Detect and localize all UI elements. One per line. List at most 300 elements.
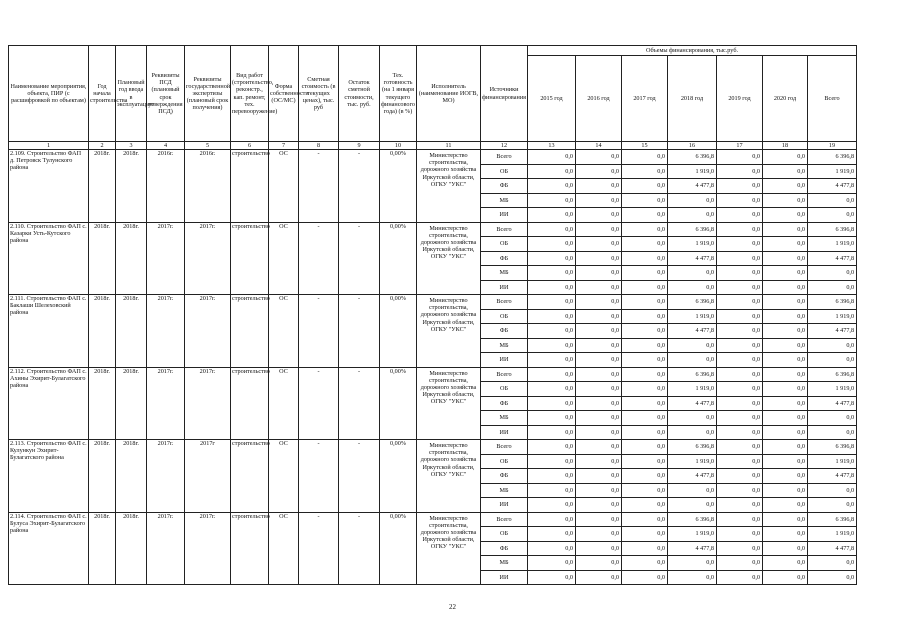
column-number: 8 [299, 142, 339, 150]
total-value-cell: 6 396,8 [808, 222, 857, 237]
header-funding-sources: Источники финансирования [481, 46, 528, 142]
year-value-cell: 0,0 [763, 425, 808, 440]
funding-source-cell: ФБ [481, 251, 528, 266]
year-value-cell: 0,0 [717, 382, 763, 397]
year-value-cell: 0,0 [528, 382, 576, 397]
year-value-cell: 0,0 [576, 425, 622, 440]
total-value-cell: 0,0 [808, 353, 857, 368]
year-value-cell: 0,0 [576, 237, 622, 252]
readiness-cell: 0,00% [380, 222, 417, 295]
funding-source-cell: ИИ [481, 280, 528, 295]
year-value-cell: 0,0 [528, 367, 576, 382]
ownership-cell: ОС [269, 440, 299, 513]
total-value-cell: 0,0 [808, 266, 857, 281]
year-value-cell: 0,0 [763, 512, 808, 527]
year-value-cell: 0,0 [528, 266, 576, 281]
year-value-cell: 0,0 [763, 498, 808, 513]
total-value-cell: 1 919,0 [808, 454, 857, 469]
year-value-cell: 0,0 [717, 353, 763, 368]
year-value-cell: 0,0 [717, 512, 763, 527]
table-row [9, 150, 857, 165]
remaining-cost-cell: - [339, 150, 380, 223]
funding-source-cell: ФБ [481, 469, 528, 484]
year-value-cell: 0,0 [622, 367, 668, 382]
start-year-cell: 2018г. [89, 150, 116, 223]
funding-source-cell: МБ [481, 338, 528, 353]
year-value-cell: 0,0 [622, 541, 668, 556]
year-value-cell: 0,0 [576, 498, 622, 513]
readiness-cell: 0,00% [380, 440, 417, 513]
total-value-cell: 6 396,8 [808, 367, 857, 382]
year-value-cell: 0,0 [717, 179, 763, 194]
total-value-cell: 0,0 [808, 338, 857, 353]
column-number: 14 [576, 142, 622, 150]
year-value-cell: 0,0 [528, 570, 576, 585]
funding-source-cell: ОБ [481, 382, 528, 397]
total-value-cell: 0,0 [808, 411, 857, 426]
year-value-cell: 0,0 [576, 266, 622, 281]
year-value-cell: 0,0 [622, 454, 668, 469]
year-value-cell: 0,0 [622, 527, 668, 542]
header-psd-requisites: Реквизиты ПСД (плановый срок утверждения ПСД) [147, 46, 185, 142]
work-type-cell: строительство [231, 150, 269, 223]
column-number: 19 [808, 142, 857, 150]
year-value-cell: 0,0 [763, 570, 808, 585]
funding-source-cell: МБ [481, 266, 528, 281]
year-value-cell: 0,0 [717, 266, 763, 281]
total-value-cell: 1 919,0 [808, 382, 857, 397]
year-value-cell: 0,0 [668, 570, 717, 585]
object-name-cell: 2.110. Строительство ФАП с. Казарки Усть-Кутского района [9, 222, 89, 295]
year-value-cell: 0,0 [622, 469, 668, 484]
year-value-cell: 0,0 [717, 396, 763, 411]
year-value-cell: 0,0 [622, 179, 668, 194]
year-value-cell: 0,0 [576, 150, 622, 165]
year-value-cell: 0,0 [763, 164, 808, 179]
year-value-cell: 0,0 [668, 556, 717, 571]
table-row [9, 512, 857, 527]
estimated-cost-cell: - [299, 367, 339, 440]
year-value-cell: 0,0 [668, 338, 717, 353]
funding-source-cell: Всего [481, 295, 528, 310]
year-value-cell: 0,0 [576, 193, 622, 208]
year-value-cell: 0,0 [622, 280, 668, 295]
funding-source-cell: Всего [481, 512, 528, 527]
funding-source-cell: Всего [481, 222, 528, 237]
year-value-cell: 0,0 [622, 570, 668, 585]
year-value-cell: 0,0 [622, 324, 668, 339]
year-value-cell: 0,0 [763, 309, 808, 324]
column-number: 18 [763, 142, 808, 150]
year-value-cell: 0,0 [763, 222, 808, 237]
year-value-cell: 0,0 [528, 512, 576, 527]
year-value-cell: 0,0 [622, 483, 668, 498]
funding-source-cell: ОБ [481, 164, 528, 179]
psd-cell: 2016г. [147, 150, 185, 223]
year-value-cell: 0,0 [528, 469, 576, 484]
funding-source-cell: ИИ [481, 425, 528, 440]
year-value-cell: 0,0 [717, 222, 763, 237]
funding-source-cell: Всего [481, 150, 528, 165]
header-total: Всего [808, 56, 857, 142]
year-value-cell: 4 477,8 [668, 396, 717, 411]
column-number: 16 [668, 142, 717, 150]
ownership-cell: ОС [269, 222, 299, 295]
year-value-cell: 0,0 [717, 469, 763, 484]
column-number-row [9, 142, 857, 150]
planned-year-cell: 2018г. [116, 440, 147, 513]
year-value-cell: 0,0 [668, 353, 717, 368]
total-value-cell: 0,0 [808, 425, 857, 440]
object-name-cell: 2.109. Строительство ФАП д. Петровск Тулунского района [9, 150, 89, 223]
year-value-cell: 0,0 [622, 150, 668, 165]
year-value-cell: 0,0 [717, 251, 763, 266]
funding-source-cell: ОБ [481, 237, 528, 252]
header-remaining-cost: Остаток сметной стоимости, тыс. руб. [339, 46, 380, 142]
table-body [9, 142, 857, 585]
psd-cell: 2017г. [147, 222, 185, 295]
header-year-2019: 2019 год [717, 56, 763, 142]
year-value-cell: 0,0 [717, 527, 763, 542]
total-value-cell: 1 919,0 [808, 527, 857, 542]
year-value-cell: 0,0 [622, 512, 668, 527]
year-value-cell: 0,0 [528, 353, 576, 368]
total-value-cell: 4 477,8 [808, 179, 857, 194]
year-value-cell: 1 919,0 [668, 527, 717, 542]
year-value-cell: 0,0 [528, 309, 576, 324]
header-year-2018: 2018 год [668, 56, 717, 142]
year-value-cell: 0,0 [528, 440, 576, 455]
year-value-cell: 0,0 [763, 454, 808, 469]
year-value-cell: 0,0 [576, 179, 622, 194]
year-value-cell: 0,0 [528, 483, 576, 498]
column-number: 4 [147, 142, 185, 150]
start-year-cell: 2018г. [89, 222, 116, 295]
planned-year-cell: 2018г. [116, 150, 147, 223]
year-value-cell: 0,0 [763, 295, 808, 310]
funding-source-cell: МБ [481, 411, 528, 426]
year-value-cell: 0,0 [528, 237, 576, 252]
year-value-cell: 0,0 [576, 353, 622, 368]
year-value-cell: 0,0 [528, 179, 576, 194]
year-value-cell: 0,0 [622, 164, 668, 179]
year-value-cell: 0,0 [622, 237, 668, 252]
funding-source-cell: ИИ [481, 208, 528, 223]
column-number: 3 [116, 142, 147, 150]
work-type-cell: строительство [231, 512, 269, 585]
total-value-cell: 1 919,0 [808, 309, 857, 324]
total-value-cell: 4 477,8 [808, 324, 857, 339]
year-value-cell: 6 396,8 [668, 150, 717, 165]
year-value-cell: 0,0 [576, 396, 622, 411]
year-value-cell: 0,0 [622, 396, 668, 411]
year-value-cell: 0,0 [763, 237, 808, 252]
total-value-cell: 0,0 [808, 570, 857, 585]
header-name: Наименование мероприятия, объекта, ПИР (с расшифровкой по объектам) [9, 46, 89, 142]
column-number: 9 [339, 142, 380, 150]
year-value-cell: 0,0 [576, 469, 622, 484]
year-value-cell: 6 396,8 [668, 440, 717, 455]
start-year-cell: 2018г. [89, 512, 116, 585]
year-value-cell: 0,0 [576, 222, 622, 237]
year-value-cell: 0,0 [717, 440, 763, 455]
expertise-cell: 2017г. [185, 222, 231, 295]
year-value-cell: 0,0 [622, 309, 668, 324]
year-value-cell: 4 477,8 [668, 324, 717, 339]
year-value-cell: 0,0 [668, 208, 717, 223]
header-executor: Исполнитель (наименование ИОГВ, МО) [417, 46, 481, 142]
start-year-cell: 2018г. [89, 440, 116, 513]
year-value-cell: 0,0 [763, 208, 808, 223]
expertise-cell: 2017г. [185, 295, 231, 368]
year-value-cell: 0,0 [763, 266, 808, 281]
year-value-cell: 0,0 [622, 295, 668, 310]
year-value-cell: 0,0 [528, 498, 576, 513]
year-value-cell: 4 477,8 [668, 251, 717, 266]
remaining-cost-cell: - [339, 512, 380, 585]
remaining-cost-cell: - [339, 367, 380, 440]
year-value-cell: 0,0 [576, 280, 622, 295]
year-value-cell: 0,0 [576, 295, 622, 310]
readiness-cell: 0,00% [380, 367, 417, 440]
year-value-cell: 0,0 [576, 208, 622, 223]
year-value-cell: 0,0 [576, 556, 622, 571]
year-value-cell: 0,0 [528, 251, 576, 266]
column-number: 6 [231, 142, 269, 150]
header-volumes-title: Объемы финансирования, тыс.руб. [528, 46, 857, 56]
year-value-cell: 0,0 [763, 411, 808, 426]
column-number: 11 [417, 142, 481, 150]
object-name-cell: 2.114. Строительство ФАП с. Булуса Эхирит-Булагатского района [9, 512, 89, 585]
year-value-cell: 0,0 [528, 280, 576, 295]
total-value-cell: 4 477,8 [808, 469, 857, 484]
year-value-cell: 0,0 [622, 193, 668, 208]
year-value-cell: 0,0 [576, 251, 622, 266]
executor-cell: Министерство строительства, дорожного хозяйства Иркутской области, ОГКУ "УКС" [417, 150, 481, 223]
header-readiness: Тех. готовность (на 1 января текущего финансового года) (в %) [380, 46, 417, 142]
table-row [9, 440, 857, 455]
planned-year-cell: 2018г. [116, 367, 147, 440]
year-value-cell: 0,0 [763, 382, 808, 397]
year-value-cell: 0,0 [576, 164, 622, 179]
year-value-cell: 1 919,0 [668, 454, 717, 469]
header-year-2016: 2016 год [576, 56, 622, 142]
ownership-cell: ОС [269, 367, 299, 440]
year-value-cell: 0,0 [622, 425, 668, 440]
column-number: 12 [481, 142, 528, 150]
total-value-cell: 0,0 [808, 280, 857, 295]
year-value-cell: 0,0 [668, 425, 717, 440]
year-value-cell: 0,0 [763, 193, 808, 208]
year-value-cell: 0,0 [717, 541, 763, 556]
year-value-cell: 0,0 [668, 483, 717, 498]
year-value-cell: 0,0 [576, 483, 622, 498]
funding-source-cell: ОБ [481, 527, 528, 542]
planned-year-cell: 2018г. [116, 295, 147, 368]
year-value-cell: 0,0 [622, 498, 668, 513]
funding-source-cell: МБ [481, 193, 528, 208]
total-value-cell: 0,0 [808, 208, 857, 223]
planned-year-cell: 2018г. [116, 512, 147, 585]
year-value-cell: 6 396,8 [668, 222, 717, 237]
work-type-cell: строительство [231, 295, 269, 368]
year-value-cell: 0,0 [717, 164, 763, 179]
start-year-cell: 2018г. [89, 367, 116, 440]
year-value-cell: 0,0 [576, 338, 622, 353]
estimated-cost-cell: - [299, 222, 339, 295]
executor-cell: Министерство строительства, дорожного хозяйства Иркутской области, ОГКУ "УКС" [417, 295, 481, 368]
year-value-cell: 0,0 [576, 454, 622, 469]
column-number: 17 [717, 142, 763, 150]
year-value-cell: 0,0 [717, 367, 763, 382]
year-value-cell: 0,0 [576, 411, 622, 426]
year-value-cell: 0,0 [763, 353, 808, 368]
year-value-cell: 0,0 [668, 411, 717, 426]
year-value-cell: 0,0 [763, 324, 808, 339]
total-value-cell: 0,0 [808, 483, 857, 498]
psd-cell: 2017г. [147, 367, 185, 440]
ownership-cell: ОС [269, 150, 299, 223]
year-value-cell: 0,0 [622, 440, 668, 455]
year-value-cell: 0,0 [528, 556, 576, 571]
year-value-cell: 0,0 [576, 324, 622, 339]
year-value-cell: 6 396,8 [668, 367, 717, 382]
year-value-cell: 0,0 [717, 208, 763, 223]
funding-source-cell: ОБ [481, 454, 528, 469]
estimated-cost-cell: - [299, 295, 339, 368]
header-ownership: Форма собственности (ОС/МС) [269, 46, 299, 142]
year-value-cell: 0,0 [528, 338, 576, 353]
year-value-cell: 0,0 [528, 324, 576, 339]
header-start-year: Год начала строительства [89, 46, 116, 142]
year-value-cell: 1 919,0 [668, 164, 717, 179]
year-value-cell: 0,0 [717, 454, 763, 469]
total-value-cell: 4 477,8 [808, 541, 857, 556]
year-value-cell: 1 919,0 [668, 382, 717, 397]
year-value-cell: 0,0 [622, 382, 668, 397]
total-value-cell: 1 919,0 [808, 237, 857, 252]
page-number: 22 [449, 603, 456, 611]
funding-source-cell: МБ [481, 556, 528, 571]
funding-source-cell: ФБ [481, 179, 528, 194]
year-value-cell: 0,0 [528, 527, 576, 542]
year-value-cell: 0,0 [576, 309, 622, 324]
remaining-cost-cell: - [339, 222, 380, 295]
year-value-cell: 0,0 [763, 483, 808, 498]
year-value-cell: 0,0 [763, 280, 808, 295]
executor-cell: Министерство строительства, дорожного хозяйства Иркутской области, ОГКУ "УКС" [417, 222, 481, 295]
executor-cell: Министерство строительства, дорожного хозяйства Иркутской области, ОГКУ "УКС" [417, 440, 481, 513]
year-value-cell: 0,0 [717, 498, 763, 513]
year-value-cell: 0,0 [717, 425, 763, 440]
total-value-cell: 4 477,8 [808, 251, 857, 266]
funding-source-cell: Всего [481, 367, 528, 382]
total-value-cell: 6 396,8 [808, 512, 857, 527]
year-value-cell: 0,0 [717, 324, 763, 339]
total-value-cell: 0,0 [808, 193, 857, 208]
funding-source-cell: ОБ [481, 309, 528, 324]
year-value-cell: 0,0 [622, 411, 668, 426]
table-row [9, 295, 857, 310]
total-value-cell: 6 396,8 [808, 295, 857, 310]
year-value-cell: 0,0 [717, 150, 763, 165]
year-value-cell: 0,0 [576, 440, 622, 455]
ownership-cell: ОС [269, 295, 299, 368]
readiness-cell: 0,00% [380, 295, 417, 368]
header-year-2020: 2020 год [763, 56, 808, 142]
year-value-cell: 0,0 [528, 150, 576, 165]
financing-table [8, 45, 857, 585]
year-value-cell: 1 919,0 [668, 237, 717, 252]
expertise-cell: 2017г. [185, 367, 231, 440]
year-value-cell: 0,0 [717, 411, 763, 426]
header-expertise-requisites: Реквизиты государственной экспертизы (плановый срок получения) [185, 46, 231, 142]
header-estimated-cost: Сметная стоимость (в текущих ценах), тыс. руб [299, 46, 339, 142]
header-year-2017: 2017 год [622, 56, 668, 142]
executor-cell: Министерство строительства, дорожного хозяйства Иркутской области, ОГКУ "УКС" [417, 512, 481, 585]
work-type-cell: строительство [231, 440, 269, 513]
work-type-cell: строительство [231, 222, 269, 295]
year-value-cell: 0,0 [622, 353, 668, 368]
year-value-cell: 0,0 [576, 527, 622, 542]
year-value-cell: 0,0 [763, 556, 808, 571]
total-value-cell: 0,0 [808, 556, 857, 571]
year-value-cell: 0,0 [576, 570, 622, 585]
column-number: 5 [185, 142, 231, 150]
psd-cell: 2017г. [147, 512, 185, 585]
year-value-cell: 0,0 [622, 266, 668, 281]
year-value-cell: 0,0 [528, 454, 576, 469]
column-number: 15 [622, 142, 668, 150]
year-value-cell: 0,0 [622, 222, 668, 237]
year-value-cell: 0,0 [763, 541, 808, 556]
year-value-cell: 0,0 [622, 251, 668, 266]
year-value-cell: 0,0 [528, 396, 576, 411]
total-value-cell: 6 396,8 [808, 440, 857, 455]
expertise-cell: 2017г. [185, 512, 231, 585]
psd-cell: 2017г. [147, 295, 185, 368]
funding-source-cell: ФБ [481, 541, 528, 556]
year-value-cell: 4 477,8 [668, 469, 717, 484]
year-value-cell: 0,0 [763, 179, 808, 194]
funding-source-cell: ИИ [481, 570, 528, 585]
column-number: 13 [528, 142, 576, 150]
year-value-cell: 0,0 [576, 367, 622, 382]
planned-year-cell: 2018г. [116, 222, 147, 295]
year-value-cell: 0,0 [622, 208, 668, 223]
year-value-cell: 0,0 [576, 512, 622, 527]
year-value-cell: 0,0 [717, 338, 763, 353]
year-value-cell: 0,0 [528, 164, 576, 179]
year-value-cell: 0,0 [576, 382, 622, 397]
readiness-cell: 0,00% [380, 512, 417, 585]
funding-source-cell: Всего [481, 440, 528, 455]
year-value-cell: 0,0 [763, 150, 808, 165]
year-value-cell: 0,0 [763, 367, 808, 382]
funding-source-cell: ИИ [481, 353, 528, 368]
year-value-cell: 6 396,8 [668, 295, 717, 310]
total-value-cell: 6 396,8 [808, 150, 857, 165]
readiness-cell: 0,00% [380, 150, 417, 223]
year-value-cell: 0,0 [668, 498, 717, 513]
year-value-cell: 0,0 [717, 556, 763, 571]
table-row [9, 367, 857, 382]
year-value-cell: 0,0 [763, 251, 808, 266]
object-name-cell: 2.113. Строительство ФАП с. Кулункун Эхирит-Булагатского района [9, 440, 89, 513]
year-value-cell: 0,0 [528, 425, 576, 440]
estimated-cost-cell: - [299, 512, 339, 585]
year-value-cell: 0,0 [717, 280, 763, 295]
